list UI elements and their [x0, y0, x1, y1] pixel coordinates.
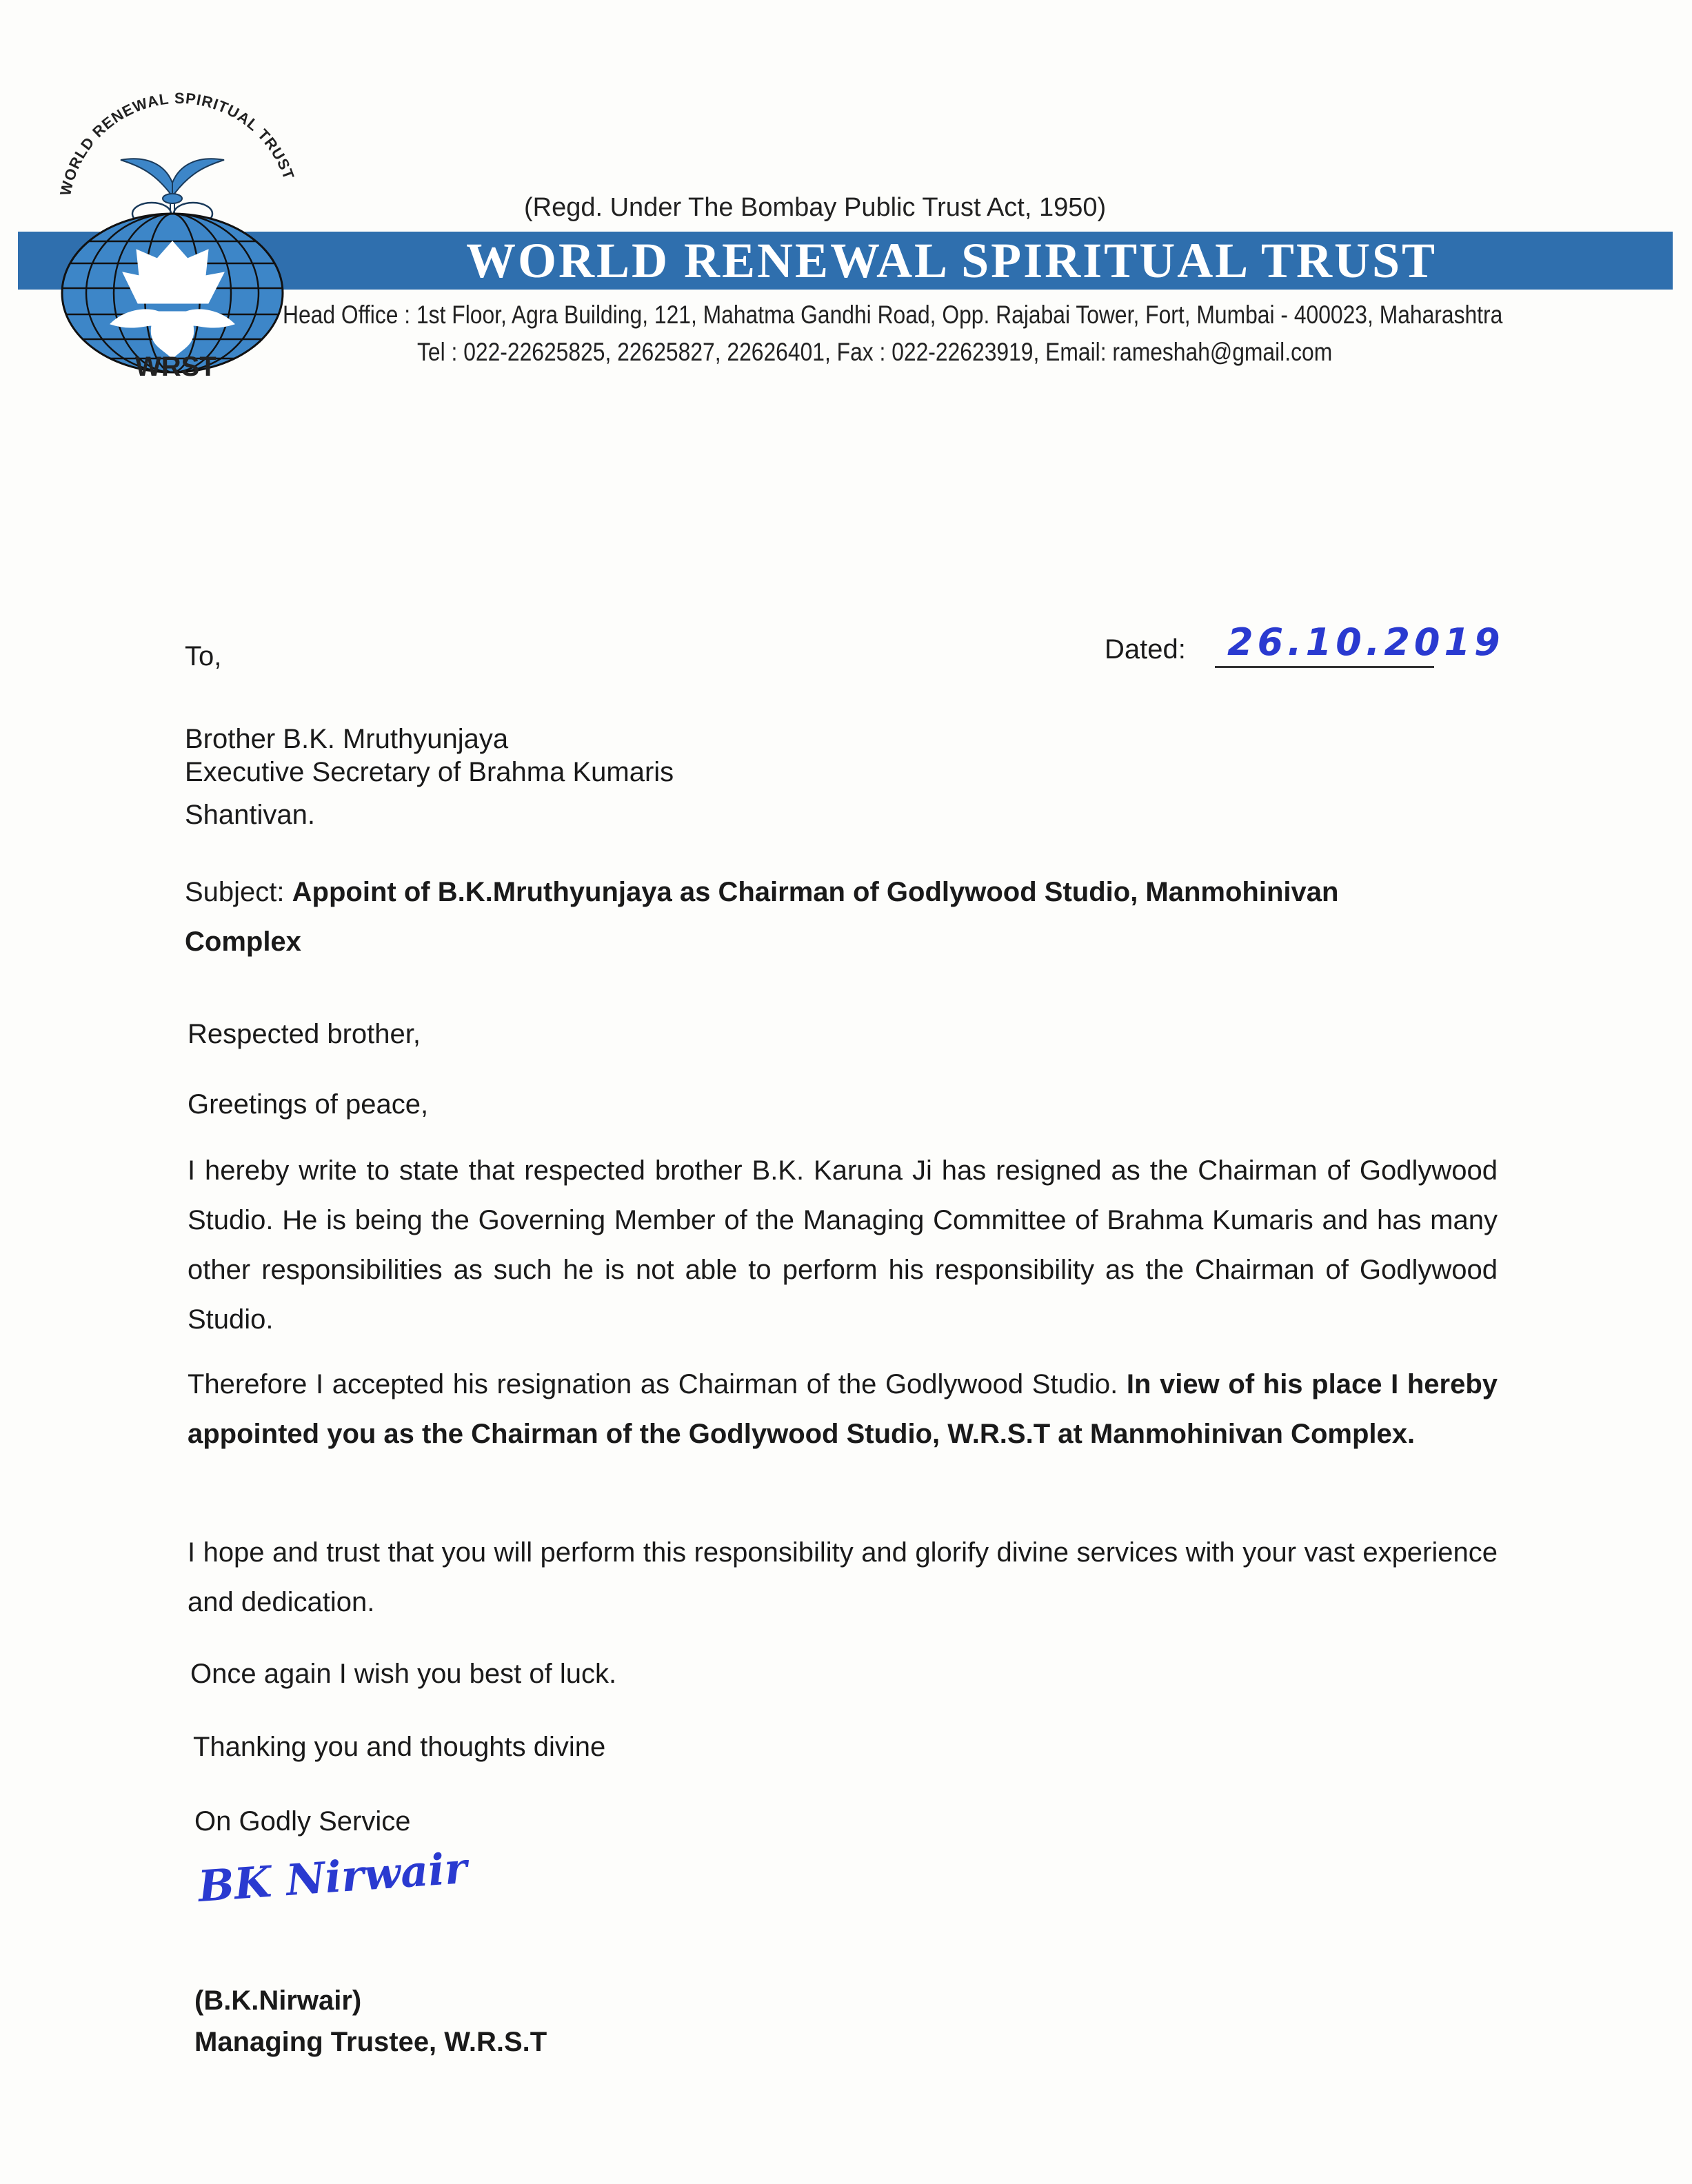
to-label: To, — [185, 641, 222, 671]
logo-arc-text: WORLD RENEWAL SPIRITUAL TRUST — [57, 89, 298, 198]
registration-note: (Regd. Under The Bombay Public Trust Act, 1950) — [524, 193, 1107, 222]
signatory-title: Managing Trustee, W.R.S.T — [194, 2027, 547, 2057]
wish-line: Once again I wish you best of luck. — [190, 1659, 617, 1689]
dated-label: Dated: — [1105, 634, 1186, 665]
paragraph-appointment-bold: In view of his place I hereby appointed you as the Chairman of the Godlywood Studio, W.R.S.T at Manmohinivan Complex. — [188, 1369, 1498, 1449]
signatory-name: (B.K.Nirwair) — [194, 1985, 362, 2016]
salutation: Respected brother, — [188, 1019, 421, 1049]
subject-text: Appoint of B.K.Mruthyunjaya as Chairman of Godlywood Studio, Manmohinivan — [292, 877, 1339, 907]
subject — [185, 877, 1338, 908]
thanks-line: Thanking you and thoughts divine — [193, 1732, 606, 1762]
wrst-logo — [28, 69, 317, 386]
paragraph-appointment — [188, 1359, 1498, 1459]
date-underline — [1215, 666, 1434, 668]
head-office-address: Head Office : 1st Floor, Agra Building, 121, Mahatma Gandhi Road, Opp. Rajabai Tower, Fort, Mumbai - 400023, Maharashtra — [283, 301, 1503, 329]
service-line: On Godly Service — [194, 1806, 411, 1837]
paragraph-appointment-text: Therefore I accepted his resignation as Chairman of the Godlywood Studio. — [188, 1369, 1127, 1399]
organization-name: WORLD RENEWAL SPIRITUAL TRUST — [465, 232, 1438, 288]
recipient-title: Executive Secretary of Brahma Kumaris — [185, 757, 674, 787]
recipient-place: Shantivan. — [185, 800, 316, 830]
signature: BK Nirwair — [196, 1842, 469, 1912]
recipient-name: Brother B.K. Mruthyunjaya — [185, 724, 509, 754]
subject-text-continued: Complex — [185, 927, 301, 957]
paragraph-resignation: I hereby write to state that respected brother B.K. Karuna Ji has resigned as the Chairman of Godlywood Studio. He is being the Governing Member of the Managing Committee of Brahma Kumaris and has many other responsibilities as such he is not able to perform his responsibility as the Chairman of Godlywood Studio. — [188, 1155, 1498, 1335]
logo-abbreviation: WRST — [135, 352, 216, 382]
contact-details: Tel : 022-22625825, 22625827, 22626401, Fax : 022-22623919, Email: rameshah@gmail.com — [417, 338, 1333, 366]
paragraph-hope: I hope and trust that you will perform this responsibility and glorify divine services with your vast experience and dedication. — [188, 1537, 1498, 1617]
greeting: Greetings of peace, — [188, 1089, 429, 1120]
dated-value: 26.10.2019 — [1227, 620, 1504, 664]
subject-label: Subject: — [185, 877, 285, 907]
